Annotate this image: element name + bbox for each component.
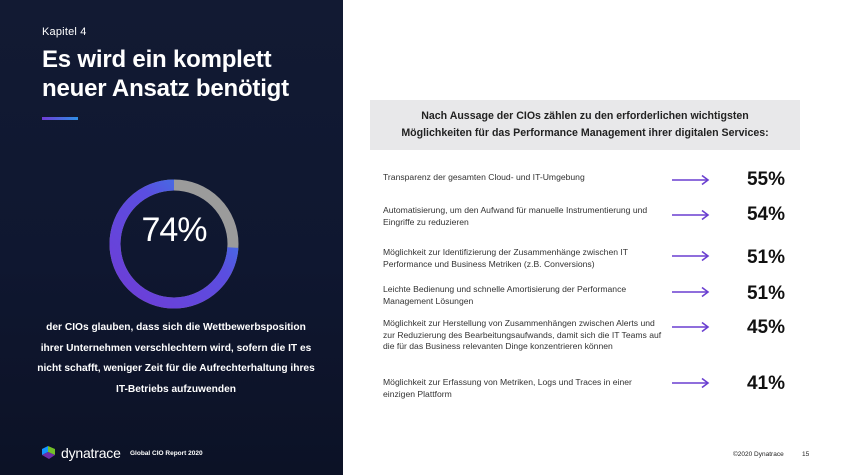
report-label: Global CIO Report 2020: [130, 450, 203, 457]
item-text: Transparenz der gesamten Cloud- und IT-Umgebung: [383, 172, 585, 182]
headline-line-2: neuer Ansatz benötigt: [42, 75, 289, 102]
item-value: 41%: [746, 373, 785, 394]
headline-line-1: Es wird ein komplett: [42, 46, 272, 73]
item-value: 54%: [746, 204, 785, 225]
list-item: [383, 318, 793, 374]
arrow-right-icon: [671, 321, 711, 333]
arrow-right-icon: [671, 286, 711, 298]
list-item: [383, 373, 793, 421]
stat-description: der CIOs glauben, dass sich die Wettbewerbsposition ihrer Unternehmen verschlechtern wird, sofern die IT es nicht schafft, weniger Zeit für die Aufrechterhaltung ihres IT-Betriebs aufzuwenden: [37, 322, 315, 395]
item-text: Leichte Bedienung und schnelle Amortisierung der Performance Management Lösungen: [383, 284, 627, 306]
item-value: 45%: [746, 317, 785, 338]
item-text: Möglichkeit zur Herstellung von Zusammenhängen zwischen Alerts und zur Reduzierung des Bearbeitungsaufwands, damit sich die IT Teams auf die für das Business relevanten Dinge konzentrieren können: [383, 318, 662, 351]
chapter-label: Kapitel 4: [42, 26, 87, 38]
stat-value: 74%: [141, 211, 207, 249]
question-line-2: Möglichkeiten für das Performance Management ihrer digitalen Services:: [401, 127, 769, 139]
arrow-right-icon: [671, 209, 711, 221]
dynatrace-logo: [40, 444, 121, 461]
list-item: [383, 205, 793, 249]
arrow-right-icon: [671, 377, 711, 389]
item-text: Möglichkeit zur Erfassung von Metriken, Logs und Traces in einer einzigen Plattform: [383, 377, 632, 399]
question-line-1: Nach Aussage der CIOs zählen zu den erforderlichen wichtigsten: [421, 110, 749, 122]
page-number: 15: [802, 451, 810, 458]
item-value: 51%: [746, 247, 785, 268]
item-text: Automatisierung, um den Aufwand für manuelle Instrumentierung und Eingriffe zu reduzieren: [383, 205, 648, 227]
item-text: Möglichkeit zur Identifizierung der Zusammenhänge zwischen IT Performance und Business Metriken (z.B. Conversions): [383, 247, 628, 269]
accent-divider: [42, 117, 78, 120]
dynatrace-logo-icon: [40, 444, 57, 461]
logo-text: dynatrace: [61, 444, 121, 461]
item-value: 55%: [746, 169, 785, 190]
left-panel: [0, 0, 343, 475]
page-title: [42, 45, 332, 103]
copyright: ©2020 Dynatrace: [733, 451, 784, 458]
arrow-right-icon: [671, 250, 711, 262]
item-value: 51%: [746, 283, 785, 304]
question-box: [370, 100, 800, 150]
arrow-right-icon: [671, 174, 711, 186]
